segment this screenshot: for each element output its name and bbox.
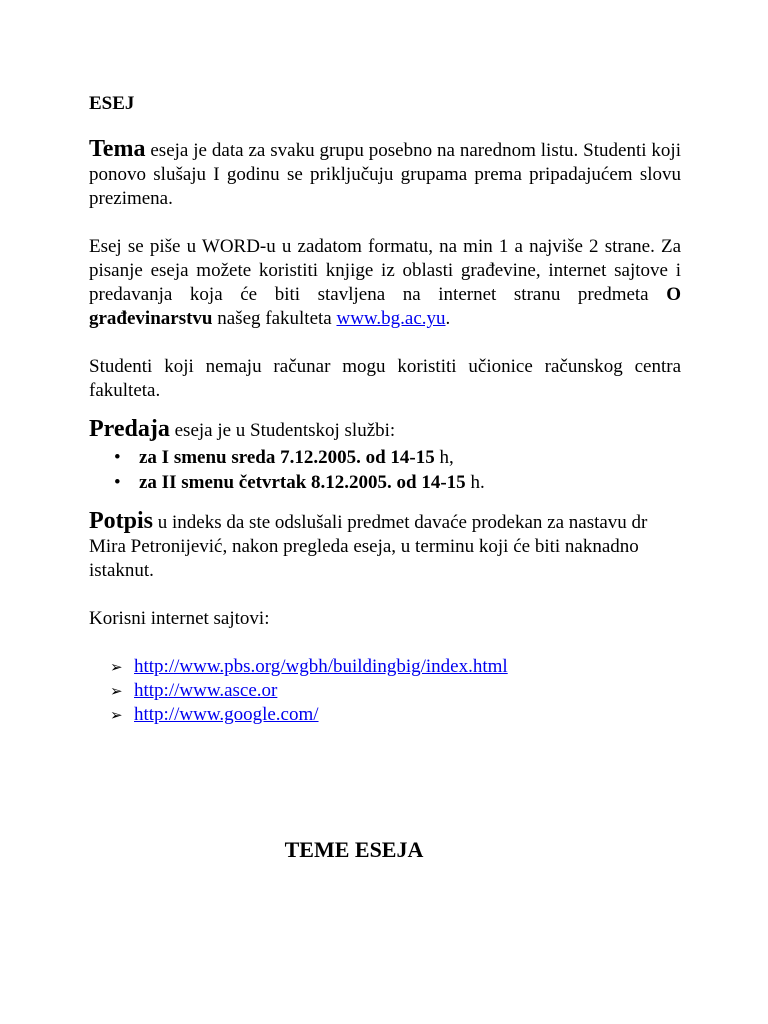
potpis-lead: Potpis xyxy=(89,508,154,534)
potpis-paragraph xyxy=(89,509,681,583)
format-text-3: . xyxy=(445,308,451,329)
format-text-2: našeg fakulteta xyxy=(212,308,337,329)
arrow-bullet-icon: ➢ xyxy=(110,658,123,676)
teme-eseja-title: TEME ESEJA xyxy=(284,837,424,862)
schedule-date: za I smenu sreda 7.12.2005. od 14-15 xyxy=(139,447,435,468)
list-item xyxy=(110,679,681,703)
useful-sites-list xyxy=(89,655,681,727)
arrow-bullet-icon: ➢ xyxy=(110,706,123,724)
list-item xyxy=(110,655,681,679)
schedule-suffix: h, xyxy=(434,447,454,468)
list-item xyxy=(110,703,681,727)
google-link[interactable]: http://www.google.com/ xyxy=(134,704,319,725)
document-page xyxy=(89,92,681,862)
schedule-suffix: h. xyxy=(465,472,485,493)
computer-paragraph: Studenti koji nemaju računar mogu koristiti učionice računskog centra fakulteta. xyxy=(89,356,681,401)
arrow-bullet-icon: ➢ xyxy=(110,682,123,700)
list-item xyxy=(114,445,681,470)
format-paragraph xyxy=(89,235,681,331)
tema-text: eseja je data za svaku grupu posebno na narednom listu. Studenti koji ponovo slušaju I godinu se priključuju grupama prema pripadajućem slovu prezimena. xyxy=(89,140,681,209)
pbs-link[interactable]: http://www.pbs.org/wgbh/buildingbig/index.html xyxy=(134,656,508,677)
useful-sites-label: Korisni internet sajtovi: xyxy=(89,608,270,629)
bullet-icon: • xyxy=(114,447,121,468)
potpis-text: u indeks da ste odslušali predmet davaće prodekan za nastavu dr Mira Petronijević, nakon pregleda eseja, u terminu koji će biti naknadno istaknut. xyxy=(89,512,648,581)
submission-schedule-list xyxy=(89,445,681,495)
course-name: O građevinarstvu xyxy=(89,284,681,329)
bullet-icon: • xyxy=(114,472,121,493)
predaja-paragraph xyxy=(89,417,681,443)
faculty-website-link[interactable]: www.bg.ac.yu xyxy=(336,308,446,329)
schedule-date: za II smenu četvrtak 8.12.2005. od 14-15 xyxy=(139,472,466,493)
asce-link[interactable]: http://www.asce.or xyxy=(134,680,278,701)
predaja-lead: Predaja xyxy=(89,416,170,442)
tema-paragraph xyxy=(89,137,681,211)
predaja-text: eseja je u Studentskoj službi: xyxy=(169,420,396,441)
document-heading: ESEJ xyxy=(89,93,135,114)
tema-lead: Tema xyxy=(89,136,146,162)
list-item xyxy=(114,470,681,495)
format-text-1: Esej se piše u WORD-u u zadatom formatu, na min 1 a najviše 2 strane. Za pisanje eseja možete koristiti knjige iz oblasti građevine, internet sajtove i predavanja koja će biti stavljena na internet stranu predmeta xyxy=(89,236,681,305)
